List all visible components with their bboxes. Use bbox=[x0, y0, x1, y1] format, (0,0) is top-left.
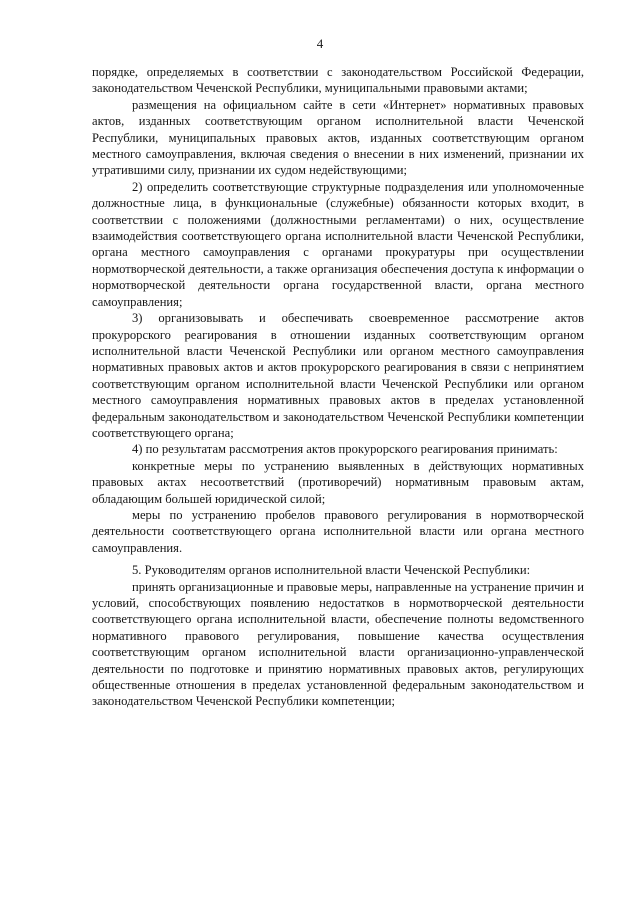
paragraph-website-publication: размещения на официальном сайте в сети «Интернет» нормативных правовых актов, изданных соответствующим органом исполнительной власти Чеченской Республики, муниципальных правовых актов, изданных соответствующим органом местного самоуправления, включая сведения о внесении в них изменений, признании их утратившими силу, признании их судом недействующими; bbox=[92, 97, 584, 178]
paragraph-item-2: 2) определить соответствующие структурные подразделения или уполномоченные должностные лица, в функциональные (служебные) обязанности которых входит, в соответствии с положениями (должностными регламентами) о них, осуществление взаимодействия соответствующего органа исполнительной власти Чеченской Республики, органа местного самоуправления с органами прокуратуры при осуществлении нормотворческой деятельности, а также организация обеспечения доступа к информации о нормотворческой деятельности органа государственной власти, органа местного самоуправления; bbox=[92, 179, 584, 309]
paragraph-continuation: порядке, определяемых в соответствии с законодательством Российской Федерации, законодательством Чеченской Республики, муниципальными правовыми актами; bbox=[92, 65, 584, 96]
paragraph-item-3: 3) организовывать и обеспечивать своевременное рассмотрение актов прокурорского реагирования в отношении изданных соответствующим органом исполнительной власти Чеченской Республики или органом местного самоуправления нормативных правовых актов и актов прокурорского реагирования в связи с непринятием соответствующим органом исполнительной власти Чеченской Республики или органом местного самоуправления нормативных правовых актов в пределах установленной федеральным законодательством и законодательством Чеченской Республики компетенции соответствующего органа; bbox=[92, 311, 584, 440]
paragraph-section-5-measures: принять организационные и правовые меры, направленные на устранение причин и условий, способствующих появлению недостатков в нормотворческой деятельности соответствующего органа исполнительной власти, обеспечение полноты ведомственного нормативного правового регулирования, повышение качества осуществления соответствующим органом исполнительной власти организационно-управленческой деятельности по подготовке и принятию нормативных правовых актов, регулирующих общественные отношения в пределах установленной федеральным законодательством и законодательством Чеченской Республики компетенции; bbox=[92, 579, 584, 709]
paragraph-section-5-heading: 5. Руководителям органов исполнительной власти Чеченской Республики: bbox=[132, 563, 531, 578]
paragraph-item-4: 4) по результатам рассмотрения актов прокурорского реагирования принимать: bbox=[132, 442, 558, 457]
paragraph-item-4-gaps: меры по устранению пробелов правового регулирования в нормотворческой деятельности соответствующего органа исполнительной власти или органа местного самоуправления. bbox=[92, 507, 584, 555]
page-number: 4 bbox=[316, 36, 324, 51]
document-body bbox=[92, 64, 584, 710]
paragraph-item-4-measures: конкретные меры по устранению выявленных в действующих нормативных правовых актах несоответствий (противоречий) нормативным правовым актам, обладающим большей юридической силой; bbox=[92, 458, 584, 506]
